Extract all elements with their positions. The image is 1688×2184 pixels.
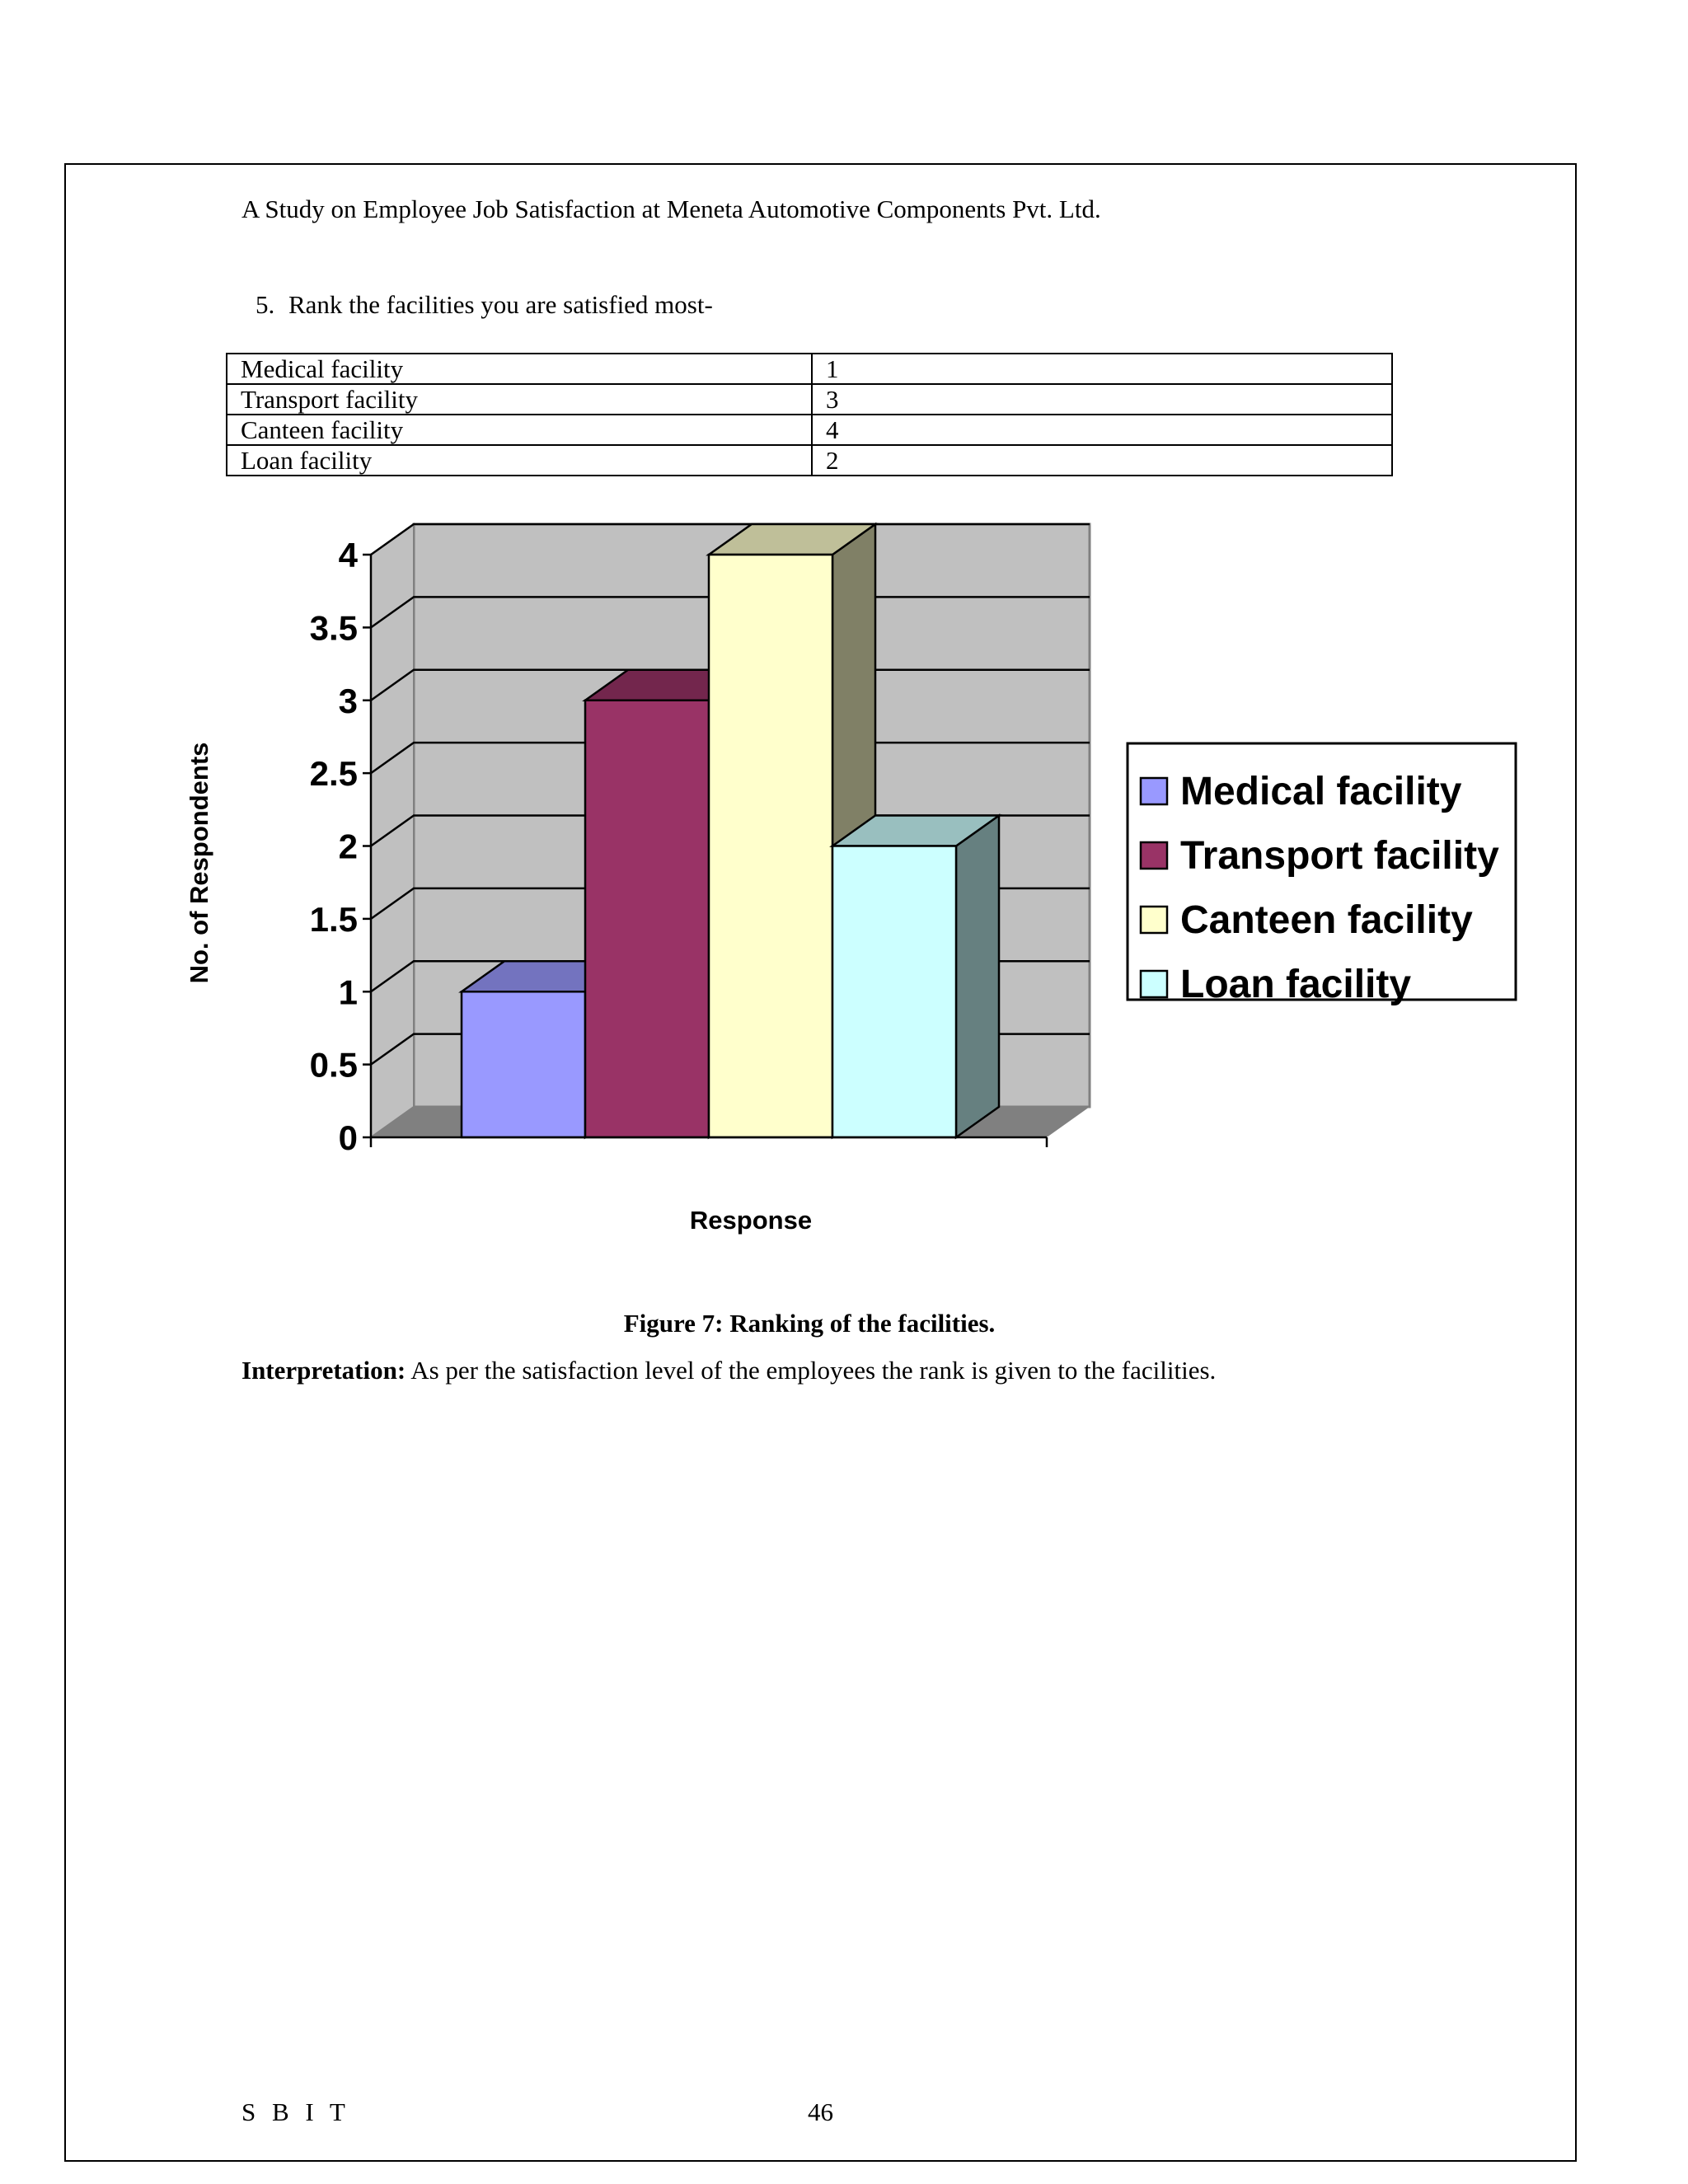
- footer-institution: S B I T: [241, 2097, 350, 2126]
- legend-item: [1141, 898, 1473, 942]
- table-cell-rank: 1: [812, 354, 1392, 384]
- legend-swatch: [1141, 971, 1167, 997]
- table-row: [227, 384, 1392, 415]
- y-tick-label: 3: [338, 681, 358, 720]
- interpretation-label: Interpretation:: [241, 1356, 406, 1385]
- y-tick-label: 1: [338, 972, 358, 1012]
- question: [256, 290, 713, 320]
- legend-item: [1141, 770, 1462, 813]
- legend-label: Transport facility: [1180, 834, 1499, 878]
- table-cell-rank: 3: [812, 384, 1392, 415]
- bar-front: [709, 555, 832, 1137]
- table-cell-facility: Loan facility: [227, 445, 812, 476]
- y-tick-label: 3.5: [309, 608, 358, 648]
- legend-label: Loan facility: [1180, 963, 1412, 1006]
- y-tick-label: 0.5: [309, 1045, 358, 1085]
- table-cell-facility: Canteen facility: [227, 415, 812, 445]
- table-cell-facility: Medical facility: [227, 354, 812, 384]
- legend-label: Medical facility: [1180, 770, 1462, 813]
- y-tick-label: 1.5: [309, 899, 358, 939]
- table-row: [227, 354, 1392, 384]
- y-axis-label: No. of Respondents: [185, 742, 213, 984]
- bar-side: [956, 816, 999, 1138]
- y-tick-label: 2: [338, 827, 358, 866]
- legend-swatch: [1141, 778, 1167, 804]
- legend-item: [1141, 834, 1499, 878]
- ranking-bar-chart: [165, 511, 1533, 1253]
- x-axis-label: Response: [689, 1206, 813, 1235]
- bar-loan-facility: [832, 816, 999, 1138]
- question-number: 5.: [256, 290, 275, 319]
- interpretation: [241, 1356, 1216, 1385]
- question-text: Rank the facilities you are satisfied most-: [288, 290, 713, 319]
- rank-table: [226, 353, 1393, 476]
- interpretation-text: As per the satisfaction level of the employees the rank is given to the facilities.: [406, 1356, 1217, 1385]
- table-cell-rank: 2: [812, 445, 1392, 476]
- table-cell-rank: 4: [812, 415, 1392, 445]
- page-number: 46: [808, 2097, 833, 2126]
- bar-front: [832, 846, 956, 1138]
- y-tick-label: 0: [338, 1118, 358, 1157]
- y-tick-label: 4: [338, 536, 358, 574]
- legend-swatch: [1141, 907, 1167, 933]
- table-cell-facility: Transport facility: [227, 384, 812, 415]
- legend-swatch: [1141, 842, 1167, 869]
- table-row: [227, 415, 1392, 445]
- bar-front: [585, 701, 709, 1137]
- document-header-title: A Study on Employee Job Satisfaction at Meneta Automotive Components Pvt. Ltd.: [241, 194, 1101, 223]
- chart-legend: [1128, 743, 1516, 1006]
- table-row: [227, 445, 1392, 476]
- legend-label: Canteen facility: [1180, 898, 1473, 942]
- chart-y-tick-labels: [310, 536, 371, 1157]
- y-tick-label: 2.5: [309, 754, 358, 794]
- figure-caption: Figure 7: Ranking of the facilities.: [623, 1309, 996, 1338]
- legend-item: [1141, 963, 1411, 1006]
- bar-front: [462, 991, 585, 1137]
